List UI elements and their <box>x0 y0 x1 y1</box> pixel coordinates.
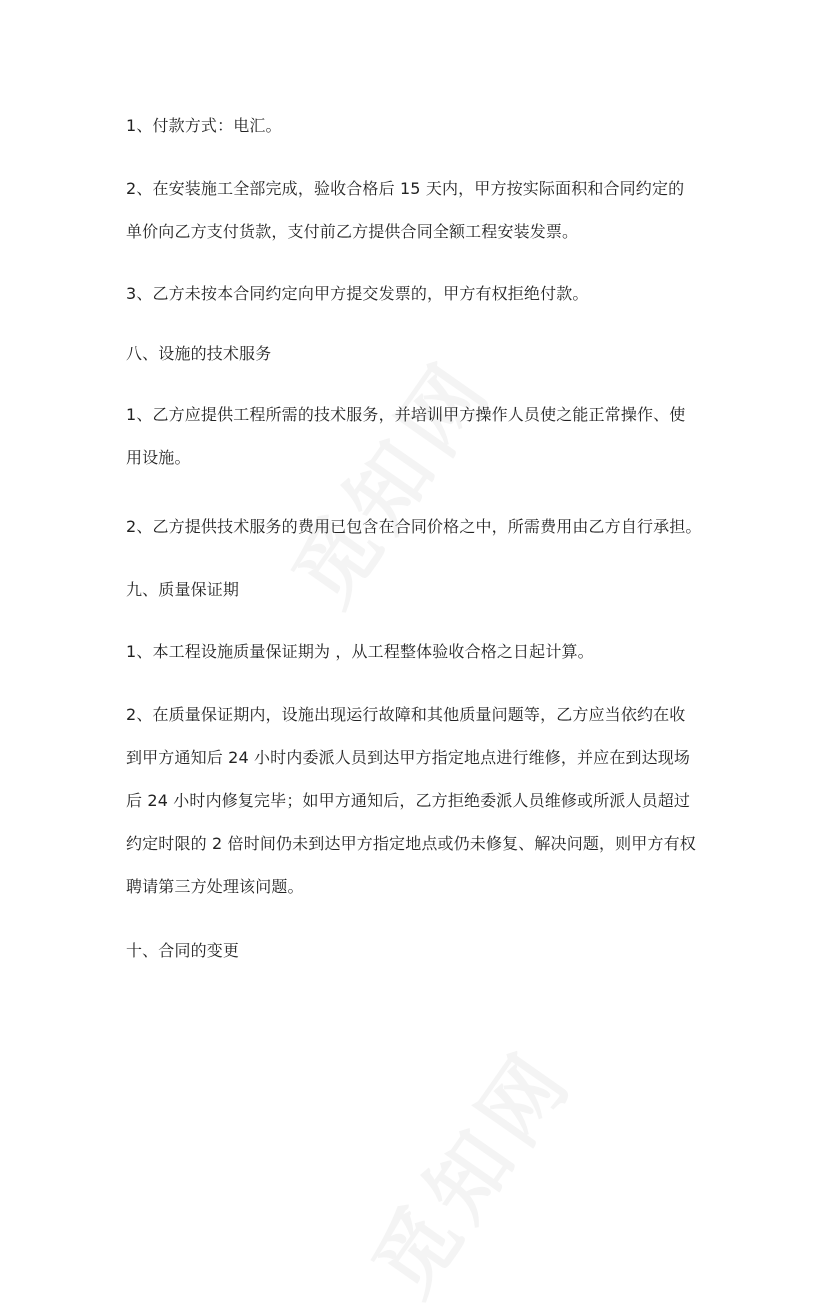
warranty-period: 1、本工程设施质量保证期为 ，从工程整体验收合格之日起计算。 <box>126 642 594 661</box>
warranty-line-4: 约定时限的 2 倍时间仍未到达甲方指定地点或仍未修复、解决问题，则甲方有权 <box>126 834 696 853</box>
warranty-line-1: 2、在质量保证期内，设施出现运行故障和其他质量问题等，乙方应当依约在收 <box>126 705 686 724</box>
section-heading-9: 九、质量保证期 <box>126 580 240 599</box>
section-heading-8: 八、设施的技术服务 <box>126 344 272 363</box>
warranty-line-5: 聘请第三方处理该问题。 <box>126 877 304 896</box>
tech-service-line-2: 用设施。 <box>126 448 191 467</box>
warranty-line-3: 后 24 小时内修复完毕；如甲方通知后，乙方拒绝委派人员维修或所派人员超过 <box>126 791 691 810</box>
watermark <box>261 332 515 625</box>
invoice-clause: 3、乙方未按本合同约定向甲方提交发票的，甲方有权拒绝付款。 <box>126 284 589 303</box>
watermark-bottom <box>341 1022 595 1315</box>
tech-service-line-1: 1、乙方应提供工程所需的技术服务，并培训甲方操作人员使之能正常操作、使 <box>126 405 686 424</box>
payment-method: 1、付款方式：电汇。 <box>126 116 282 135</box>
payment-terms-line-1: 2、在安装施工全部完成，验收合格后 15 天内，甲方按实际面积和合同约定的 <box>126 179 685 198</box>
warranty-line-2: 到甲方通知后 24 小时内委派人员到达甲方指定地点进行维修，并应在到达现场 <box>126 748 691 767</box>
tech-service-cost: 2、乙方提供技术服务的费用已包含在合同价格之中，所需费用由乙方自行承担。 <box>126 517 702 536</box>
section-heading-10: 十、合同的变更 <box>126 941 240 960</box>
payment-terms-line-2: 单价向乙方支付货款，支付前乙方提供合同全额工程安装发票。 <box>126 222 579 241</box>
